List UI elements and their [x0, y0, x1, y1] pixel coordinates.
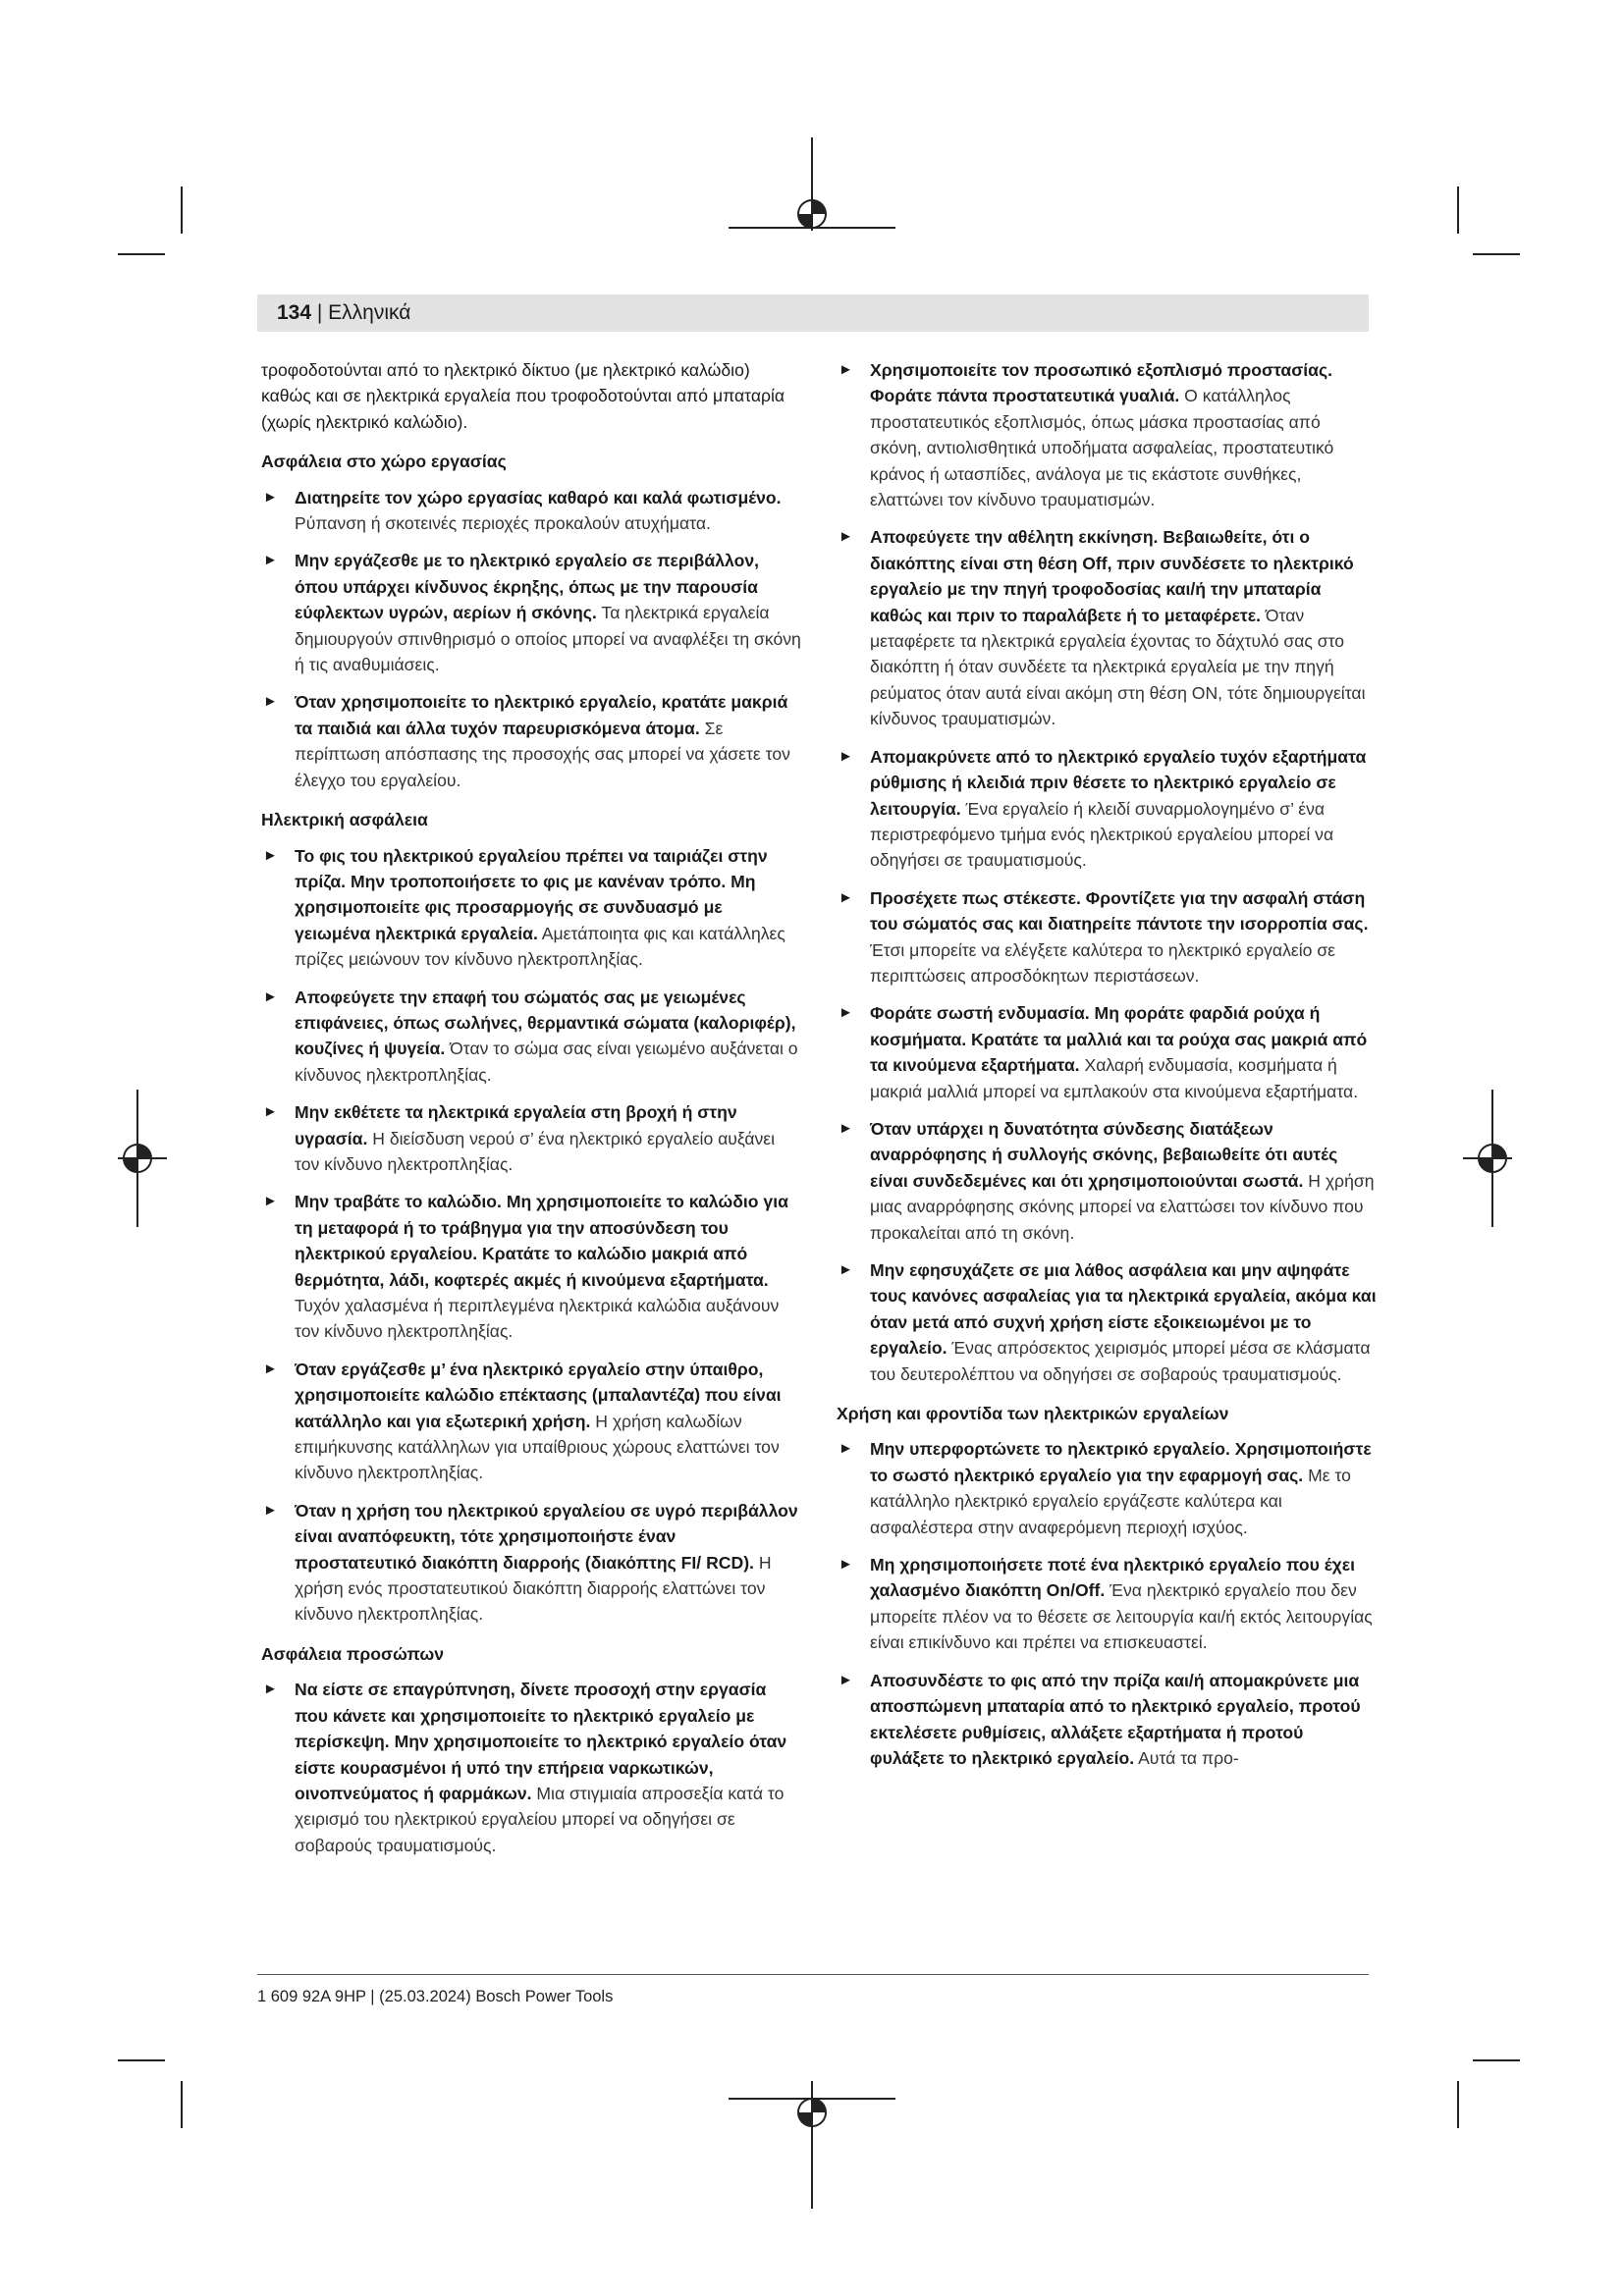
list-item: ► Να είστε σε επαγρύπνηση, δίνετε προσοχή στην εργασία που κάνετε και χρησιμοποιείτε το ηλεκτρικό εργαλείο με περίσκεψη. Μην χρησιμοποιείτε το ηλεκτρικό εργαλείο όταν είστε κουρασμένοι ή υπό την επήρεια ναρκωτικών, οινοπνεύματος ή φαρμάκων. Μια στιγμιαία απροσεξία κατά το χειρισμό του ηλεκτρικού εργαλείου μπορεί να οδηγήσει σε σοβαρούς τραυματισμούς.	[261, 1677, 801, 1858]
list-item: ► Μη χρησιμοποιήσετε ποτέ ένα ηλεκτρικό εργαλείο που έχει χαλασμένο διακόπτη On/Off. Ένα ηλεκτρικό εργαλείο που δεν μπορείτε πλέον να το θέσετε σε λειτουργία και/ή εκτός λειτουργίας είναι επικίνδυνο και πρέπει να επισκευαστεί.	[837, 1552, 1377, 1656]
bullet-arrow-icon: ►	[263, 846, 278, 864]
list-item: ► Όταν η χρήση του ηλεκτρικού εργαλείου σε υγρό περιβάλλον είναι αναπόφευκτη, τότε χρησιμοποιήστε έναν προστατευτικό διακόπτη διαρροής (διακόπτης FI/ RCD). Η χρήση ενός προστατευτικού διακόπτη διαρροής ελαττώνει τον κίνδυνο ηλεκτροπληξίας.	[261, 1498, 801, 1628]
list-item: ► Χρησιμοποιείτε τον προσωπικό εξοπλισμό προστασίας. Φοράτε πάντα προστατευτικά γυαλιά. Ο κατάλληλος προστατευτικός εξοπλισμός, όπως μάσκα προστασίας από σκόνη, αντιολισθητικά υποδήματα ασφαλείας, προστατευτικό κράνος ή ωτασπίδες, ανάλογα με τις εκάστοτε συνθήκες, ελαττώνει τον κίνδυνο τραυματισμών.	[837, 357, 1377, 512]
bullet-arrow-icon: ►	[839, 1004, 853, 1022]
bullet-arrow-icon: ►	[263, 988, 278, 1005]
bullet-arrow-icon: ►	[839, 1119, 853, 1137]
bullet-arrow-icon: ►	[839, 1556, 853, 1574]
bullet-arrow-icon: ►	[263, 1681, 278, 1698]
list-item: ► Διατηρείτε τον χώρο εργασίας καθαρό και καλά φωτισμένο. Ρύπανση ή σκοτεινές περιοχές προκαλούν ατυχήματα.	[261, 485, 801, 537]
bullet-arrow-icon: ►	[839, 888, 853, 906]
crop-mark-bottom-left-v	[181, 2081, 183, 2128]
bullet-arrow-icon: ►	[263, 1103, 278, 1121]
section-title-personal: Ασφάλεια προσώπων	[261, 1643, 445, 1664]
footer-rule	[257, 1974, 1369, 1975]
crop-mark-top-left-v	[181, 187, 183, 234]
bullet-arrow-icon: ►	[839, 1440, 853, 1458]
bullet-arrow-icon: ►	[839, 1671, 853, 1688]
crop-mark-top-right-h	[1473, 253, 1520, 255]
section-title-tool-use: Χρήση και φροντίδα των ηλεκτρικών εργαλείων	[837, 1404, 1229, 1424]
right-column	[837, 357, 1377, 1783]
left-column	[261, 357, 801, 1870]
crop-mark-bottom-right-v	[1457, 2081, 1459, 2128]
registration-mark-bottom-icon	[729, 2081, 895, 2238]
registration-mark-left-icon	[108, 1090, 167, 1227]
list-item: ► Όταν χρησιμοποιείτε το ηλεκτρικό εργαλείο, κρατάτε μακριά τα παιδιά και άλλα τυχόν παρευρισκόμενα άτομα. Σε περίπτωση απόσπασης της προσοχής σας μπορεί να χάσετε τον έλεγχο του εργαλείου.	[261, 689, 801, 793]
bullet-arrow-icon: ►	[263, 1501, 278, 1519]
bullet-arrow-icon: ►	[839, 528, 853, 546]
intro-paragraph: τροφοδοτούνται από το ηλεκτρικό δίκτυο (με ηλεκτρικό καλώδιο) καθώς και σε ηλεκτρικά εργαλεία που τροφοδοτούνται από μπαταρία (χωρίς ηλεκτρικό καλώδιο).	[261, 360, 785, 432]
crop-mark-top-right-v	[1457, 187, 1459, 234]
list-item: ► Μην εκθέτετε τα ηλεκτρικά εργαλεία στη βροχή ή στην υγρασία. Η διείσδυση νερού σ’ ένα ηλεκτρικό εργαλείο αυξάνει τον κίνδυνο ηλεκτροπληξίας.	[261, 1099, 801, 1177]
list-item: ► Αποφεύγετε την αθέλητη εκκίνηση. Βεβαιωθείτε, ότι ο διακόπτης είναι στη θέση Off, πριν συνδέσετε το ηλεκτρικό εργαλείο με την πηγή τροφοδοσίας και/ή την μπαταρία καθώς και πριν το παραλάβετε ή το μεταφέρετε. Όταν μεταφέρετε τα ηλεκτρικά εργαλεία έχοντας το δάχτυλό σας στο διακόπτη ή όταν συνδέετε τα ηλεκτρικά εργαλεία με την πηγή ρεύματος όταν αυτά είναι ακόμη στη θέση ON, τότε δημιουργείται κίνδυνος τραυματισμών.	[837, 524, 1377, 731]
bullet-arrow-icon: ►	[263, 1360, 278, 1377]
section-title-workplace: Ασφάλεια στο χώρο εργασίας	[261, 452, 507, 472]
list-item: ► Όταν εργάζεσθε μ’ ένα ηλεκτρικό εργαλείο στην ύπαιθρο, χρησιμοποιείτε καλώδιο επέκτασης (μπαλαντέζα) που είναι κατάλληλο και για εξωτερική χρήση. Η χρήση καλωδίων επιμήκυνσης κατάλληλων για υπαίθριους χώρους ελαττώνει τον κίνδυνο ηλεκτροπληξίας.	[261, 1357, 801, 1486]
list-item: ► Όταν υπάρχει η δυνατότητα σύνδεσης διατάξεων αναρρόφησης ή συλλογής σκόνης, βεβαιωθείτε ότι αυτές είναι συνδεδεμένες και ότι χρησιμοποιούνται σωστά. Η χρήση μιας αναρρόφησης σκόνης μπορεί να ελαττώσει τον κίνδυνο που προκαλείται από τη σκόνη.	[837, 1116, 1377, 1246]
bullet-arrow-icon: ►	[839, 1261, 853, 1278]
list-item: ► Φοράτε σωστή ενδυμασία. Μη φοράτε φαρδιά ρούχα ή κοσμήματα. Κρατάτε τα μαλλιά και τα ρούχα σας μακριά από τα κινούμενα εξαρτήματα. Χαλαρή ενδυμασία, κοσμήματα ή μακριά μαλλιά μπορεί να εμπλακούν στα κινούμενα εξαρτήματα.	[837, 1000, 1377, 1104]
bullet-arrow-icon: ►	[263, 1193, 278, 1210]
crop-mark-top-left-h	[118, 253, 165, 255]
registration-mark-top-icon	[729, 137, 895, 294]
list-item: ► Προσέχετε πως στέκεστε. Φροντίζετε για την ασφαλή στάση του σώματός σας και διατηρείτε πάντοτε την ισορροπία σας. Έτσι μπορείτε να ελέγξετε καλύτερα το ηλεκτρικό εργαλείο σε περιπτώσεις απροσδόκητων περιστάσεων.	[837, 885, 1377, 989]
page-header	[277, 300, 410, 326]
footer: 1 609 92A 9HP | (25.03.2024) Bosch Power Tools	[257, 1988, 614, 2005]
crop-mark-bottom-right-h	[1473, 2059, 1520, 2061]
list-item: ► Μην εργάζεσθε με το ηλεκτρικό εργαλείο σε περιβάλλον, όπου υπάρχει κίνδυνος έκρηξης, όπως με την παρουσία εύφλεκτων υγρών, αερίων ή σκόνης. Τα ηλεκτρικά εργαλεία δημιουργούν σπινθηρισμό ο οποίος μπορεί να αναφλέξει τη σκόνη ή τις αναθυμιάσεις.	[261, 548, 801, 677]
list-item: ► Απομακρύνετε από το ηλεκτρικό εργαλείο τυχόν εξαρτήματα ρύθμισης ή κλειδιά πριν θέσετε το ηλεκτρικό εργαλείο σε λειτουργία. Ένα εργαλείο ή κλειδί συναρμολογημένο σ’ ένα περιστρεφόμενο τμήμα ενός ηλεκτρικού εργαλείου μπορεί να οδηγήσει σε τραυματισμούς.	[837, 744, 1377, 874]
header-language: Ελληνικά	[328, 301, 411, 324]
bullet-arrow-icon: ►	[263, 693, 278, 711]
list-item: ► Αποσυνδέστε το φις από την πρίζα και/ή απομακρύνετε μια αποσπώμενη μπαταρία από το ηλεκτρικό εργαλείο, προτού εκτελέσετε ρυθμίσεις, αλλάξετε εξαρτήματα ή προτού φυλάξετε το ηλεκτρικό εργαλείο. Αυτά τα προ-	[837, 1668, 1377, 1772]
list-item: ► Μην τραβάτε το καλώδιο. Μη χρησιμοποιείτε το καλώδιο για τη μεταφορά ή το τράβηγμα για την αποσύνδεση του ηλεκτρικού εργαλείου. Κρατάτε το καλώδιο μακριά από θερμότητα, λάδι, κοφτερές ακμές ή κινούμενα εξαρτήματα. Τυχόν χαλασμένα ή περιπλεγμένα ηλεκτρικά καλώδια αυξάνουν τον κίνδυνο ηλεκτροπληξίας.	[261, 1189, 801, 1344]
page-header-bar	[257, 294, 1369, 332]
bullet-arrow-icon: ►	[839, 747, 853, 765]
list-item: ► Το φις του ηλεκτρικού εργαλείου πρέπει να ταιριάζει στην πρίζα. Μην τροποποιήσετε το φις με κανέναν τρόπο. Μη χρησιμοποιείτε φις προσαρμογής σε συνδυασμό με γειωμένα ηλεκτρικά εργαλεία. Αμετάποιητα φις και κατάλληλες πρίζες μειώνουν τον κίνδυνο ηλεκτροπληξίας.	[261, 843, 801, 973]
header-separator: |	[311, 301, 329, 324]
page-number: 134	[277, 301, 312, 324]
crop-mark-bottom-left-h	[118, 2059, 165, 2061]
registration-mark-right-icon	[1463, 1090, 1522, 1227]
bullet-arrow-icon: ►	[263, 488, 278, 506]
list-item: ► Αποφεύγετε την επαφή του σώματός σας με γειωμένες επιφάνειες, όπως σωλήνες, θερμαντικά σώματα (καλοριφέρ), κουζίνες ή ψυγεία. Όταν το σώμα σας είναι γειωμένο αυξάνεται ο κίνδυνος ηλεκτροπληξίας.	[261, 985, 801, 1089]
list-item: ► Μην υπερφορτώνετε το ηλεκτρικό εργαλείο. Χρησιμοποιήστε το σωστό ηλεκτρικό εργαλείο για την εφαρμογή σας. Με το κατάλληλο ηλεκτρικό εργαλείο εργάζεστε καλύτερα και ασφαλέστερα στην αναφερόμενη περιοχή ισχύος.	[837, 1436, 1377, 1540]
list-item: ► Μην εφησυχάζετε σε μια λάθος ασφάλεια και μην αψηφάτε τους κανόνες ασφαλείας για τα ηλεκτρικά εργαλεία, ακόμα και όταν μετά από συχνή χρήση είστε εξοικειωμένοι με το εργαλείο. Ένας απρόσεκτος χειρισμός μπορεί μέσα σε κλάσματα του δευτερολέπτου να οδηγήσει σε σοβαρούς τραυματισμούς.	[837, 1257, 1377, 1387]
bullet-arrow-icon: ►	[839, 361, 853, 378]
section-title-electrical: Ηλεκτρική ασφάλεια	[261, 810, 428, 830]
bullet-arrow-icon: ►	[263, 552, 278, 569]
